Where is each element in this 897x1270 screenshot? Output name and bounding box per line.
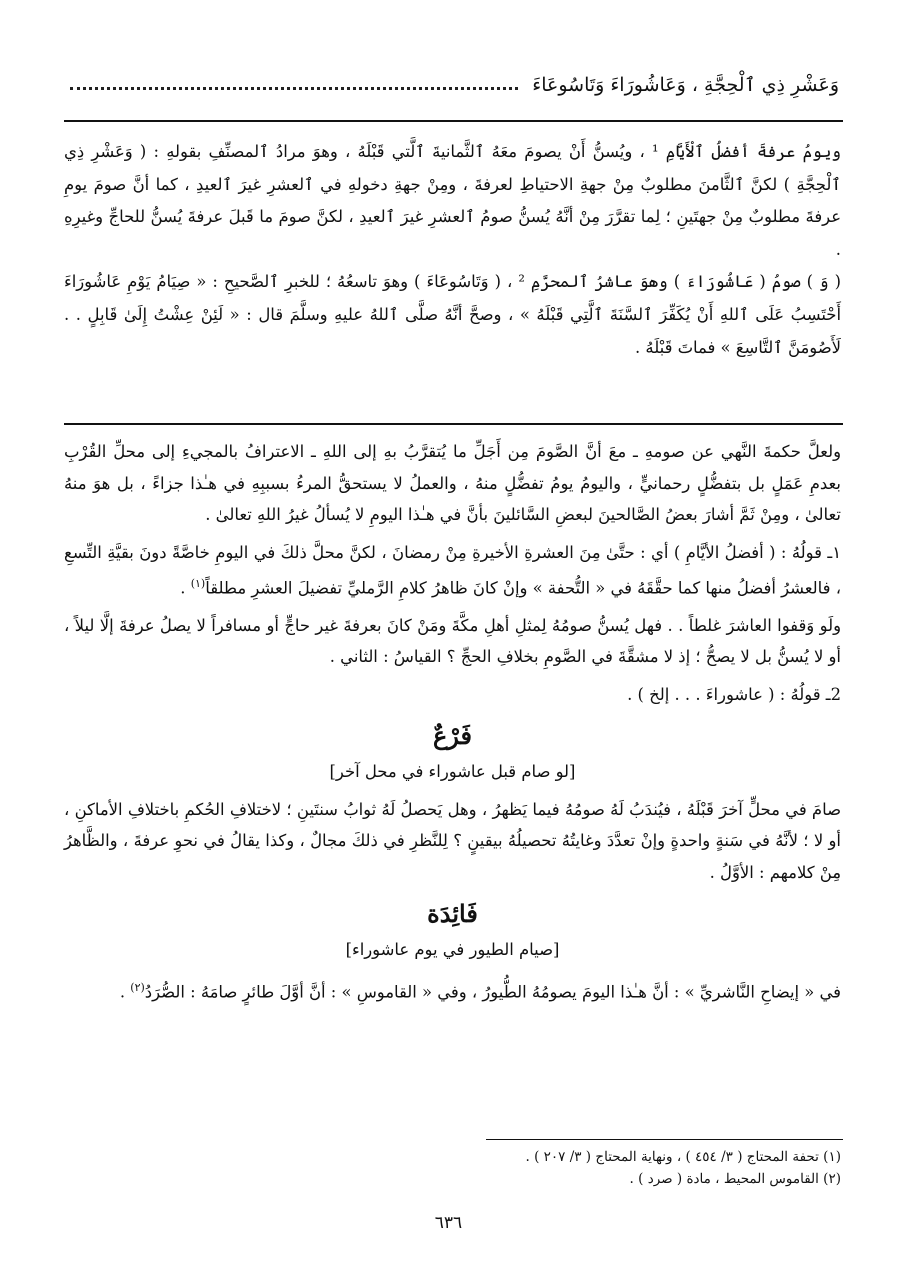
matn-text xyxy=(64,136,841,364)
footnote-item: (٢) القاموس المحيط ، مادة ( صرد ) . xyxy=(629,1171,841,1187)
faida-paragraph xyxy=(64,972,841,1008)
faida-title: [صيام الطيور في يوم عاشوراء] xyxy=(345,940,560,960)
footnote-divider xyxy=(486,1139,843,1140)
faida-end: . xyxy=(119,982,131,1002)
sharh-note-1-text: ١ـ قولُهُ : ( أفضلُ الأيَّامِ ) أي : حتَّىٰ مِنَ العشرةِ الأخيرةِ مِنْ رمضانَ ، لكنَّ محلَّ ذلكَ في اليومِ خاصَّةً دونَ بقيَّةِ التِّسعِ ، فالعشرُ أفضلُ منها كما حقَّقَهُ في « التُّحفة » وإنْ كانَ ظاهرُ كلامِ الرَّمليِّ تفضيلَ العشرِ مطلقاً xyxy=(64,542,841,598)
matn-paragraph: ( وَ ) صومُ ( عَاشُورَاءَ ) وهوَ عاشرُ ٱلمحرَّمِ ² ، ( وَتَاسُوعَاءَ ) وهوَ تاسعُهُ ؛ للخبرِ ٱلصَّحيحِ : « صِيَامُ يَوْمِ عَاشُورَاءَ أَحْتَسِبُ عَلَى ٱللهِ أَنْ يُكَفِّرَ ٱلسَّنَةَ ٱلَّتِي قَبْلَهُ » ، وصحَّ أنَّهُ صلَّى ٱللهُ عليهِ وسلَّمَ قال : « لَئِنْ عِشْتُ إِلَىٰ قَابِلٍ . . لَأَصُومَنَّ ٱلتَّاسِعَ » فماتَ قَبْلَهُ . xyxy=(64,272,841,357)
far-ornament-heading: فَرْعٌ xyxy=(432,721,473,751)
far-title: [لو صام قبل عاشوراء في محل آخر] xyxy=(329,762,576,782)
sharh-paragraph: ولَو وَقفوا العاشرَ غلطاً . . فهل يُسنُّ صومُهُ لِمثلِ أهلِ مكَّةَ ومَنْ كانَ بعرفةَ غير حاجٍّ أو مسافراً لا يصلُ عرفةَ إلَّا ليلاً ، أو لا يُسنُّ بل لا يصحُّ ؛ إذ لا مشقَّةَ في الصَّومِ بخلافِ الحجِّ ؟ القياسُ : الثاني . xyxy=(64,615,841,667)
far-text: صامَ في محلٍّ آخرَ قَبْلَهُ ، فيُندَبُ لَهُ صومُهُ فيما يَظهرُ ، وهل يَحصلُ لَهُ ثوابُ سنتَينِ ؛ لاختلافِ الحُكمِ باختلافِ الأماكنِ ، أو لا ؛ لأنَّهُ في سَنةٍ واحدةٍ وإنْ تعدَّدَ وغايتُهُ تحصيلُهُ بيقينٍ ؟ لِلنَّظرِ في ذلكَ مجالٌ ، وكذا يقالُ في نحوِ عرفةَ ، والظَّاهرُ مِنْ كلامهم : الأوَّلُ . xyxy=(64,799,841,882)
sharh-paragraph: ولعلَّ حكمةَ النَّهي عن صومهِ ـ معَ أنَّ الصَّومَ مِن أَجَلِّ ما يُتقرَّبُ بهِ إلى اللهِ ـ الاعترافُ بالمجيءِ إلى محلِّ القُرْبِ بعدمِ عَمَلٍ بل بتفضُّلٍ رحمانيٍّ ، واليومُ يومُ تفضُّلٍ منهُ ، والعملُ لا يستحقُّ المرءُ بسببِهِ في هـٰذا جزاءً ، بل هوَ منهُ تعالىٰ ، ومِنْ ثَمَّ أشارَ بعضُ الصَّالحينَ لبعضِ السَّائلينَ بأنَّ في هـٰذا اليومِ لا يُسألُ غيرُ اللهِ تعالىٰ . xyxy=(64,442,841,524)
footnote-ref-1: (١) xyxy=(190,577,206,590)
running-head-leader-dots xyxy=(70,79,518,90)
sharh-text xyxy=(64,436,841,1014)
sharh-note-1 xyxy=(64,537,841,604)
running-head-title: وَعَشْرِ ذِي ٱلْحِجَّةِ ، وَعَاشُورَاءَ وَتَاسُوعَاءَ xyxy=(532,74,839,96)
sharh-note-2: 2ـ قولُهُ : ( عاشوراءَ . . . إلخ ) . xyxy=(627,684,841,704)
top-divider xyxy=(64,120,843,122)
running-head xyxy=(70,66,839,96)
matn-sharh-divider xyxy=(64,423,843,425)
page-number: ٦٣٦ xyxy=(434,1213,463,1233)
sharh-note-1-end: . xyxy=(180,578,191,598)
footnote-ref-2: (٢) xyxy=(130,980,145,994)
matn-paragraph: ويومُ عرفةَ أفضلُ ٱلْأَيَّامِ ¹ ، ويُسنُّ أَنْ يصومَ معَهُ ٱلثَّمانيةَ ٱلَّتي قَبْلَهُ ، وهوَ مرادُ ٱلمصنِّفِ بقولهِ : ( وَعَشْرِ ذِي ٱلْحِجَّةِ ) لكنَّ ٱلثَّامنَ مطلوبٌ مِنْ جهةِ الاحتياطِ لعرفةَ ، ومِنْ جهةِ دخولهِ في ٱلعشرِ غيرَ ٱلعيدِ ، كما أنَّ صومَ يومِ عرفةَ مطلوبٌ مِنْ جهتَينِ ؛ لِما تقرَّرَ مِنْ أنَّهُ يُسنُّ صومُ ٱلعشرِ غيرَ ٱلعيدِ ، لكنَّ صومَ ما قَبلَ عرفةَ يُسنُّ للحاجِّ وغيرِهِ . xyxy=(64,142,841,259)
footnotes xyxy=(300,1146,841,1190)
footnote-item: (١) تحفة المحتاج ( ٣/ ٤٥٤ ) ، ونهاية المحتاج ( ٣/ ٢٠٧ ) . xyxy=(525,1149,841,1165)
faida-text: في « إيضاحِ النَّاشريِّ » : أنَّ هـٰذا اليومَ يصومُهُ الطُّيورُ ، وفي « القاموسِ » : أنَّ أوَّلَ طائرٍ صامَهُ : الصُّرَدُ xyxy=(144,982,841,1002)
faida-ornament-heading: فَائِدَة xyxy=(427,899,478,929)
